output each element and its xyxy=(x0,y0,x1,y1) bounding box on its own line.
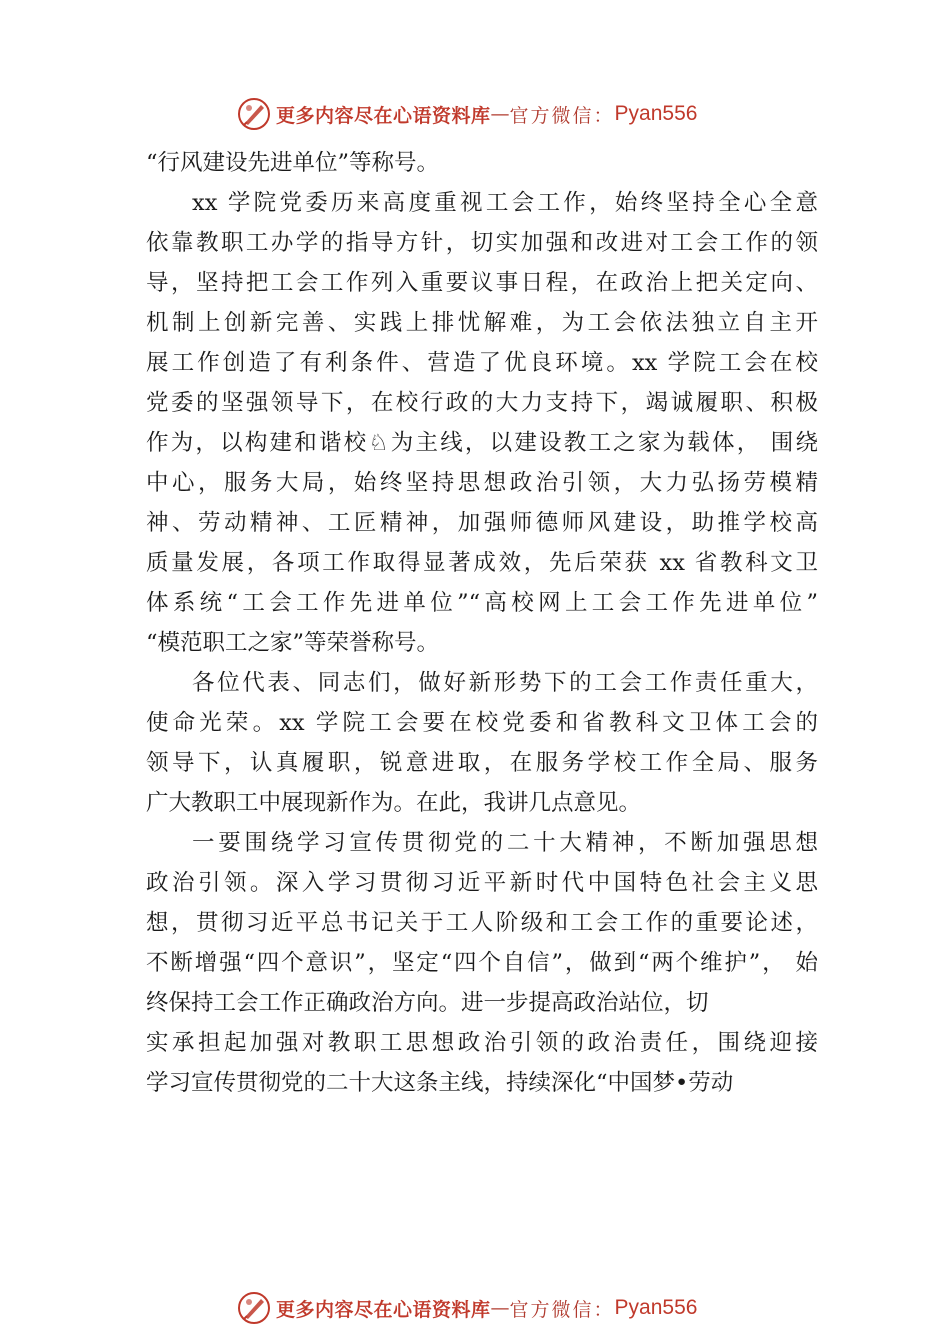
banner-wechat-id: Pyan556 xyxy=(614,102,698,125)
text-line: 不断增强“四个意识”，坚定“四个自信”，做到“两个维护”， 始 xyxy=(146,950,818,976)
banner-separator: — xyxy=(490,1297,510,1319)
banner-separator: — xyxy=(490,103,510,125)
text-line: 各位代表、同志们，做好新形势下的工会工作责任重大， xyxy=(192,670,818,696)
banner-wechat-label: 官方微信： xyxy=(509,104,615,127)
document-body xyxy=(146,143,818,1103)
text-line: 学习宣传贯彻党的二十大这条主线，持续深化“中国梦•劳动 xyxy=(146,1070,734,1096)
text-line: 党委的坚强领导下，在校行政的大力支持下，竭诚履职、积极 xyxy=(146,390,818,416)
text-line: 使命光荣。xx 学院工会要在校党委和省教科文卫体工会的 xyxy=(146,710,818,736)
text-line: 想，贯彻习近平总书记关于工人阶级和工会工作的重要论述， xyxy=(146,910,818,936)
text-line: 广大教职工中展现新作为。在此，我讲几点意见。 xyxy=(146,790,642,816)
text-line: 依靠教职工办学的指导方针，切实加强和改进对工会工作的领 xyxy=(146,230,818,256)
banner-wechat-id: Pyan556 xyxy=(614,1296,698,1319)
text-line: 作为，以构建和谐校♘为主线，以建设教工之家为载体， 围绕 xyxy=(146,430,818,456)
text-line: 中心，服务大局，始终坚持思想政治引领，大力弘扬劳模精 xyxy=(146,470,818,496)
text-line: 实承担起加强对教职工思想政治引领的政治责任，围绕迎接 xyxy=(146,1030,818,1056)
text-line: 展工作创造了有利条件、营造了优良环境。xx 学院工会在校 xyxy=(146,350,818,376)
banner-wechat-label: 官方微信： xyxy=(509,1298,615,1321)
text-line: 神、劳动精神、工匠精神，加强师德师风建设，助推学校高 xyxy=(146,510,818,536)
text-line: “模范职工之家”等荣誉称号。 xyxy=(146,630,440,656)
quill-pen-logo-icon xyxy=(236,96,272,132)
text-line: 政治引领。深入学习贯彻习近平新时代中国特色社会主义思 xyxy=(146,870,818,896)
text-line: xx 学院党委历来高度重视工会工作，始终坚持全心全意 xyxy=(192,190,818,216)
banner-main-text: 更多内容尽在心语资料库 xyxy=(276,1298,491,1321)
quill-pen-logo-icon xyxy=(236,1290,272,1326)
text-line: 终保持工会工作正确政治方向。进一步提高政治站位，切 xyxy=(146,990,709,1016)
text-line: 质量发展，各项工作取得显著成效，先后荣获 xx 省教科文卫 xyxy=(146,550,818,576)
banner-main-text: 更多内容尽在心语资料库 xyxy=(276,104,491,127)
text-line: 机制上创新完善、实践上排忧解难，为工会依法独立自主开 xyxy=(146,310,818,336)
text-line: 一要围绕学习宣传贯彻党的二十大精神，不断加强思想 xyxy=(192,830,818,856)
text-line: “行风建设先进单位”等称号。 xyxy=(146,150,440,176)
text-line: 领导下，认真履职，锐意进取，在服务学校工作全局、服务 xyxy=(146,750,818,776)
footer-banner xyxy=(236,1288,697,1328)
text-line: 导，坚持把工会工作列入重要议事日程，在政治上把关定向、 xyxy=(146,270,818,296)
header-banner xyxy=(236,94,697,134)
text-line: 体系统“工会工作先进单位”“高校网上工会工作先进单位” xyxy=(146,590,818,616)
